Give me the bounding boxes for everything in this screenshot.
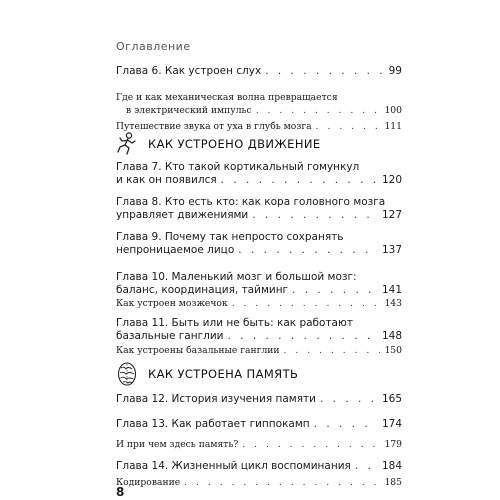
toc-page-number: 120 (381, 174, 402, 186)
toc-chapter-entry[interactable] (116, 460, 402, 473)
dot-leader (221, 174, 378, 187)
toc-entry-text: И при чем здесь память? (116, 439, 239, 450)
toc-chapter-entry[interactable] (116, 317, 402, 343)
toc-entry-text: Глава 12. История изучения памяти (116, 393, 316, 405)
toc-entry-text: Глава 6. Как устроен слух (116, 65, 262, 77)
running-head: Оглавление (116, 40, 191, 53)
toc-entry-text: Глава 11. Быть или не быть: как работают (116, 317, 353, 329)
section-heading-memory (116, 361, 402, 387)
toc-chapter-entry[interactable] (116, 65, 402, 78)
toc-entry-text: Глава 7. Кто такой кортикальный гомункул (116, 161, 360, 173)
toc-entry-text: Глава 13. Как работает гиппокамп (116, 418, 310, 430)
section-heading-movement (116, 132, 402, 156)
toc-page-number: 111 (384, 121, 402, 132)
brain-icon (116, 361, 138, 387)
toc-entry-text: баланс, координация, тайминг (116, 284, 289, 296)
toc-page-number: 185 (384, 477, 402, 488)
toc-subentry[interactable] (116, 91, 402, 117)
dot-leader (252, 209, 378, 222)
toc-entry-text: Глава 10. Маленький мозг и большой мозг: (116, 271, 357, 283)
section-title: КАК УСТРОЕНО ДВИЖЕНИЕ (148, 137, 321, 151)
toc-page-number: 184 (381, 460, 402, 472)
toc-page-number: 100 (384, 105, 402, 116)
dot-leader (355, 460, 378, 473)
toc-page-number: 99 (388, 65, 402, 77)
dot-leader (227, 330, 377, 343)
toc-page-number: 148 (381, 330, 402, 342)
page-number: 8 (116, 485, 125, 499)
dot-leader (292, 284, 378, 297)
dot-leader (320, 393, 378, 406)
dot-leader (314, 418, 378, 431)
toc-entry-text: Путешествие звука от уха в глубь мозга (116, 121, 312, 132)
section-title: КАК УСТРОЕНА ПАМЯТЬ (148, 367, 299, 381)
running-figure-icon (116, 132, 138, 156)
toc-chapter-entry[interactable] (116, 231, 402, 257)
toc-page-number: 150 (384, 345, 402, 356)
toc-entry-text: Как устроен мозжечок (116, 298, 228, 309)
toc-page-number: 165 (381, 393, 402, 405)
toc-subentry[interactable] (116, 476, 402, 489)
dot-leader (256, 104, 381, 117)
toc-entry-text: Глава 8. Кто есть кто: как кора головного мозга (116, 196, 386, 208)
toc-page-number: 141 (381, 284, 402, 296)
dot-leader (184, 476, 380, 489)
toc-page-number: 179 (384, 439, 402, 450)
toc-entry-text: в электрический импульс (126, 105, 252, 116)
toc-page-number: 127 (381, 209, 402, 221)
dot-leader (232, 297, 381, 310)
toc-chapter-entry[interactable] (116, 271, 402, 297)
toc-entry-text: Как устроены базальные ганглии (116, 345, 280, 356)
toc-chapter-entry[interactable] (116, 418, 402, 431)
toc-subentry[interactable] (116, 297, 402, 310)
toc-page-number: 174 (381, 418, 402, 430)
toc-entry-text: Глава 14. Жизненный цикл воспоминания (116, 460, 351, 472)
toc-chapter-entry[interactable] (116, 196, 402, 222)
toc-entry-text: управляет движениями (116, 209, 249, 221)
toc-page-number: 137 (381, 244, 402, 256)
toc-subentry[interactable] (116, 438, 402, 451)
toc-page-number: 143 (384, 298, 402, 309)
toc-entry-text: Где и как механическая волна превращается (116, 92, 338, 103)
toc-chapter-entry[interactable] (116, 161, 402, 187)
dot-leader (284, 344, 381, 357)
toc-entry-text: Глава 9. Почему так непросто сохранять (116, 231, 344, 243)
toc-entry-text: Кодирование (116, 477, 181, 488)
toc-entry-text: непроницаемое лицо (116, 244, 235, 256)
dot-leader (238, 244, 378, 257)
toc-chapter-entry[interactable] (116, 393, 402, 406)
dot-leader (265, 65, 384, 78)
dot-leader (242, 438, 380, 451)
toc-subentry[interactable] (116, 344, 402, 357)
toc-entry-text: базальные ганглии (116, 330, 224, 342)
toc-entry-text: и как он появился (116, 174, 217, 186)
